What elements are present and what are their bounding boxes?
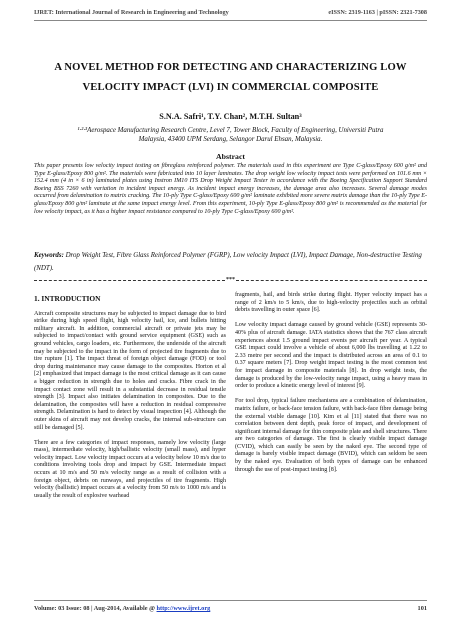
abstract-heading: Abstract	[215, 152, 245, 161]
journal-name: IJRET: International Journal of Research in Engineering and Technology	[34, 9, 229, 16]
separator-dash-left	[34, 280, 225, 281]
title-line-2: VELOCITY IMPACT (LVI) IN COMMERCIAL COMPOSITE	[82, 82, 379, 93]
footer-volume	[34, 605, 210, 612]
abstract-text: This paper presents low velocity impact testing on fibreglass reinforced polymer. The materials used in this experiment are Type C-glass/Epoxy 600 g/m² and Type E-glass/Epoxy 800 g/m². The materials were fabricated into 10 layer laminates. The drop weight low velocity impact tests were performed on 101.6 mm × 152.4 mm (4 in × 6 in) laminated plates using Instron IM10 ITS Drop Weight Impact Tester in accordance with the Boeing Specification Support Standard Boeing BSS 7260 with variation in incident impact energy. As incident impact energy increases, the damage area also increases. Several damage modes occurred from delamination to matrix cracking. The 10-ply Type C-glass/Epoxy 600 g/m² laminate exhibited more severe matrix damage than the 10-ply Type E-glass/Epoxy 800 g/m² laminate at the same impact energy level. From this experiment, 10-ply Type E-glass/Epoxy 800 g/m² is recommended as the material for low velocity impact, as it has a higher impact resistance compared to 10-ply Type C-glass/Epoxy 600 g/m².	[34, 163, 427, 215]
footer-rule	[34, 600, 427, 601]
authors: S.N.A. Safri¹, T.Y. Chan², M.T.H. Sultan³	[159, 112, 302, 121]
page-footer	[34, 605, 427, 612]
paragraph: For tool drop, typical failure mechanisms are a combination of delamination, matrix failure, or back-face tension failure, with back-face fibre damage being the external visible damage [10]. Kim et al [11] stated that there was no correlation between dent depth, peak force of impact, and development of significant internal damage for thin composite plate and shell structures. There are two categories of damage. The first is clearly visible impact damage (CVID), which can easily be seen by the naked eye. The second type of damage is barely visible impact damage (BVID), which can seldom be seen by the naked eye. Evaluation of both types of damage can be enhanced through the use of post-impact testing [8].	[235, 398, 427, 473]
footer-volume-text: Volume: 03 Issue: 08 | Aug-2014, Available @	[34, 605, 157, 612]
right-column	[235, 292, 427, 482]
keywords-text: Drop Weight Test, Fibre Glass Reinforced Polymer (FGRP), Low velocity Impact (LVI), Impact Damage, Non-destructive Testing (NDT).	[34, 252, 422, 272]
journal-link[interactable]: http://www.ijret.org	[156, 605, 211, 612]
separator-dash-right	[236, 280, 427, 281]
left-column	[34, 292, 226, 508]
title-line-1: A NOVEL METHOD FOR DETECTING AND CHARACTERIZING LOW	[54, 62, 407, 73]
section-separator	[34, 277, 427, 283]
affiliation	[40, 126, 421, 144]
affiliation-line-1: ¹·²·³Aerospace Manufacturing Research Centre, Level 7, Tower Block, Faculty of Engineering, Universiti Putra	[77, 127, 384, 134]
affiliation-line-2: Malaysia, 43400 UPM Serdang, Selangor Darul Ehsan, Malaysia.	[138, 136, 323, 143]
header-rule	[34, 20, 427, 21]
keywords	[34, 249, 427, 275]
separator-stars: ***	[226, 277, 235, 283]
paragraph: Aircraft composite structures may be subjected to impact damage due to bird strike during high speed flight, high velocity hail, ice, and bullets hitting military aircraft. In addition, commercial aircraft or private jets may be subjected to impact/contact with ground service equipment (GSE) such as ground vehicles, cargo loaders, etc. Furthermore, the underside of the aircraft may be subjected to the impact in the form of projected tire fragments due to tire rupture [1]. The impact threat of foreign object damage (FOD) or tool drop during maintenance may cause damage to the composites. Horton et al [2] emphasized that impact damage is the most critical damage as it can cause a bigger reduction in strength due to holes and cracks. Fibre crack in the impact contact zone will result in a substantial decrease in residual tensile strength [3]. Impact also initiates delamination in composites. Due to the delamination, the composites will have a reduction in residual compressive strength. Delamination is hard to detect by visual inspection [4]. Although the outer skins of aircraft may not develop cracks, the internal sub-structure can still be damaged [5].	[34, 310, 226, 431]
page-header	[34, 9, 427, 16]
keywords-label: Keywords:	[34, 252, 64, 259]
paragraph: There are a few categories of impact responses, namely low velocity (large mass), intermediate velocity, high/ballistic velocity (small mass), and hyper velocity impact. Low velocity impact occurs at a velocity below 10 m/s due to conditions involving tools drop and impact by GSE. Intermediate impact occurs at 10 m/s and 50 m/s velocity range as a result of collision with a foreign object, debris on runways, and projectiles of tire fragments. High velocity (ballistic) impact occurs at a velocity from 50 m/s to 1000 m/s and is usually the result of explosive warhead	[34, 439, 226, 499]
section-heading: 1. INTRODUCTION	[34, 294, 101, 303]
paper-title	[34, 58, 427, 98]
page-number: 101	[417, 605, 427, 612]
paragraph: fragments, hail, and birds strike during flight. Hyper velocity impact has a range of 2 km/s to 5 km/s, due to high-velocity projectiles such as orbital debris travelling in outer space [6].	[235, 292, 427, 314]
issn-text: eISSN: 2319-1163 | pISSN: 2321-7308	[328, 9, 427, 16]
paragraph: Low velocity impact damage caused by ground vehicle (GSE) represents 30-40% plus of aircraft damage. IATA statistics shows that the 767 class aircraft experiences about 1.5 ground impact events per aircraft per year. A typical GSE impact could involve a vehicle of about 6,000 lbs travelling at 1.22 to 2.33 metre per second and the impact is distributed across an area of 0.1 to 0.37 square meters [7]. Drop weight impact testing is the most common test for impact damage in composite materials [8]. In drop weight tests, the damage is produced by the low-velocity range impact, using a heavy mass in order to produce a kinetic energy level of interest [9].	[235, 322, 427, 390]
